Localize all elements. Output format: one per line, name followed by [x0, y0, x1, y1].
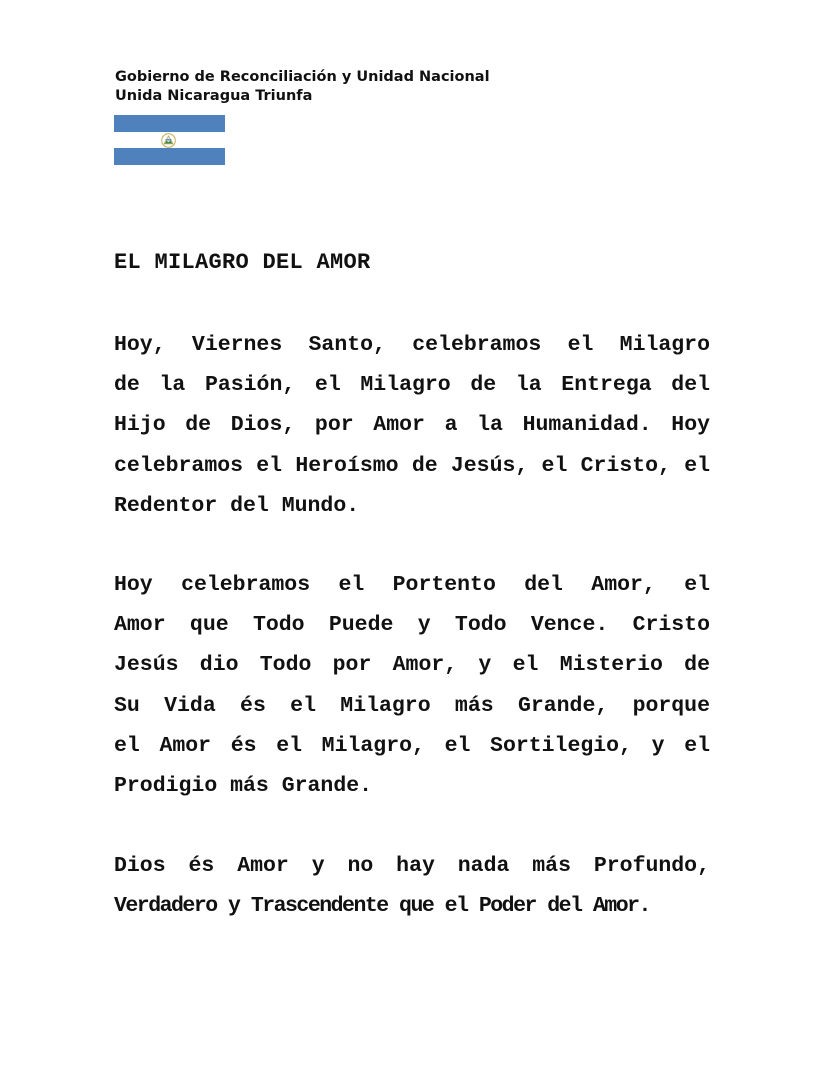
paragraph-line: de la Pasión, el Milagro de la Entrega del [114, 373, 710, 398]
paragraph-3 [114, 846, 710, 926]
paragraph-line: Hoy celebramos el Portento del Amor, el [114, 573, 710, 597]
header-government-name: Gobierno de Reconciliación y Unidad Nacional [115, 69, 490, 85]
paragraph-line: Dios és Amor y no hay nada más Profundo, [114, 854, 710, 878]
paragraph-line: celebramos el Heroísmo de Jesús, el Cristo, el [114, 453, 710, 478]
paragraph-line: Redentor del Mundo. [114, 493, 360, 518]
paragraph-line: Amor que Todo Puede y Todo Vence. Cristo [114, 613, 710, 638]
flag-top-stripe [114, 115, 225, 132]
paragraph-line: Hijo de Dios, por Amor a la Humanidad. Hoy [114, 413, 710, 438]
paragraph-2 [114, 565, 710, 806]
coat-of-arms-icon [160, 133, 177, 148]
paragraph-line: Verdadero y Trascendente que el Poder del Amor. [114, 894, 650, 919]
paragraph-line: Hoy, Viernes Santo, celebramos el Milagro [114, 333, 710, 357]
flag-bottom-stripe [114, 148, 225, 165]
paragraph-line: Prodigio más Grande. [114, 773, 373, 798]
paragraph-line: el Amor és el Milagro, el Sortilegio, y el [114, 733, 710, 758]
flag-middle-stripe [114, 132, 225, 149]
paragraph-line: Jesús dio Todo por Amor, y el Misterio de [114, 653, 710, 678]
paragraph-1 [114, 325, 710, 526]
header-slogan: Unida Nicaragua Triunfa [115, 88, 313, 104]
document-title: EL MILAGRO DEL AMOR [114, 250, 371, 275]
paragraph-line: Su Vida és el Milagro más Grande, porque [114, 693, 710, 718]
document-header [115, 68, 490, 106]
nicaragua-flag-icon [114, 115, 225, 165]
